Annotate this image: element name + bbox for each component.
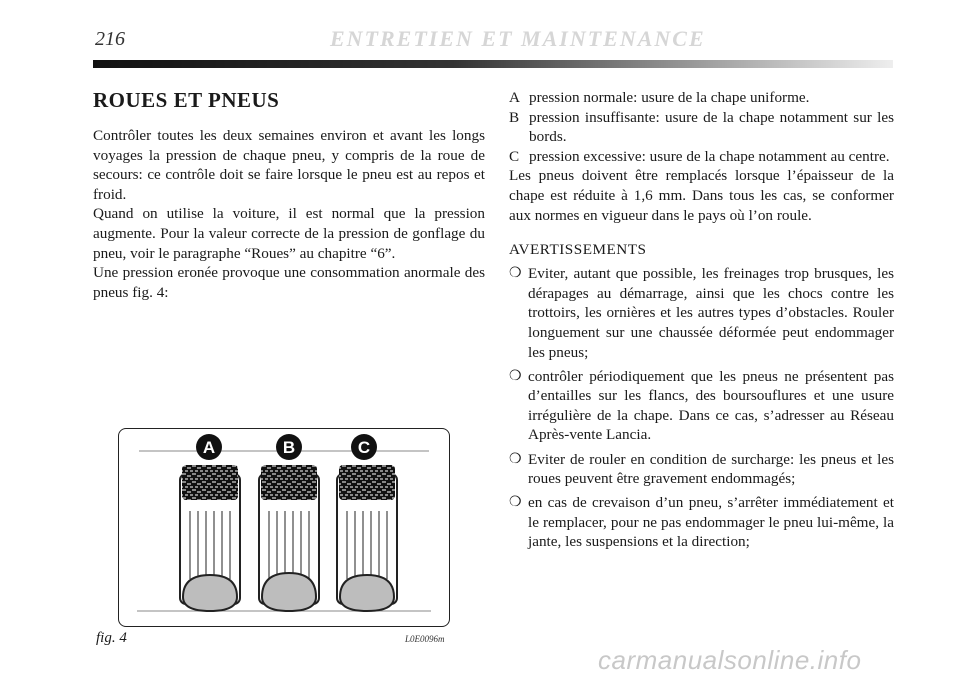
definition-letter: C	[509, 147, 520, 165]
tire-c	[337, 434, 397, 611]
bullet-circle-icon: ❍	[509, 495, 522, 511]
header-rule	[93, 60, 893, 68]
pressure-definitions	[509, 88, 894, 166]
definition-item	[509, 108, 894, 147]
tire-b	[259, 434, 319, 611]
warning-text: Eviter, autant que possible, les freinages trop brusques, les dérapages au démarrage, ainsi que les chocs contre les trottoirs, les ornières et les autres types d’obstacles. Rouler longuement sur une chaussée déformée peut endommager les pneus;	[528, 265, 894, 361]
tire-a	[180, 434, 240, 611]
figure-caption: fig. 4	[96, 630, 127, 646]
warning-item	[509, 264, 894, 362]
definition-text: pression excessive: usure de la chape notamment au centre.	[529, 147, 890, 165]
tire-wear-illustration	[119, 429, 449, 626]
definition-letter: A	[509, 89, 520, 106]
paragraph-3: Une pression eronée provoque une consommation anormale des pneus fig. 4:	[93, 264, 485, 301]
warnings-title: AVERTISSEMENTS	[509, 241, 647, 259]
page-number: 216	[95, 28, 125, 50]
bullet-circle-icon: ❍	[509, 368, 522, 384]
paragraph-1: Contrôler toutes les deux semaines environ et avant les longs voyages la pression de chaque pneu, y compris de la roue de secours: ce contrôle doit se faire lorsque le pneu est au repos et froid.	[93, 127, 485, 203]
warning-item	[509, 450, 894, 489]
definition-text: pression insuffisante: usure de la chape notamment sur les bords.	[529, 108, 894, 146]
definition-letter: B	[509, 108, 520, 126]
warning-text: Eviter de rouler en condition de surcharge: les pneus et les roues peuvent être gravement endommagés;	[528, 450, 894, 488]
bullet-circle-icon: ❍	[509, 451, 522, 467]
right-column	[509, 88, 894, 556]
warning-item	[509, 367, 894, 445]
bullet-circle-icon: ❍	[509, 266, 522, 282]
left-column	[93, 88, 485, 302]
running-title: ENTRETIEN ET MAINTENANCE	[330, 26, 706, 51]
warning-text: en cas de crevaison d’un pneu, s’arrêter immédiatement et le remplacer, pour ne pas endommager le pneu lui-même, la jante, les suspensions et la direction;	[528, 494, 894, 551]
figure-code: L0E0096m	[405, 634, 445, 644]
warning-item	[509, 493, 894, 552]
definition-item	[509, 88, 894, 108]
replacement-paragraph: Les pneus doivent être remplacés lorsque l’épaisseur de la chape est réduite à 1,6 mm. Dans tous les cas, se conformer aux normes en vigueur dans le pays où l’on roule.	[509, 167, 894, 224]
label-c: C	[357, 438, 371, 457]
section-title: ROUES ET PNEUS	[93, 88, 280, 112]
label-a: A	[202, 438, 216, 457]
definition-text: pression normale: usure de la chape uniforme.	[529, 89, 810, 106]
warning-text: contrôler périodiquement que les pneus ne présentent pas d’entailles sur les flancs, des boursouflures et une usure irrégulière de la chape. Dans ce cas, s’adresser au Réseau Après-vente Lancia.	[528, 367, 894, 444]
paragraph-2: Quand on utilise la voiture, il est normal que la pression augmente. Pour la valeur correcte de la pression de gonflage du pneu, voir le paragraphe “Roues” au chapitre “6”.	[93, 205, 485, 262]
definition-item	[509, 147, 894, 167]
label-b: B	[282, 438, 296, 457]
tire-wear-figure	[118, 428, 450, 627]
watermark: carmanualsonline.info	[598, 645, 862, 675]
